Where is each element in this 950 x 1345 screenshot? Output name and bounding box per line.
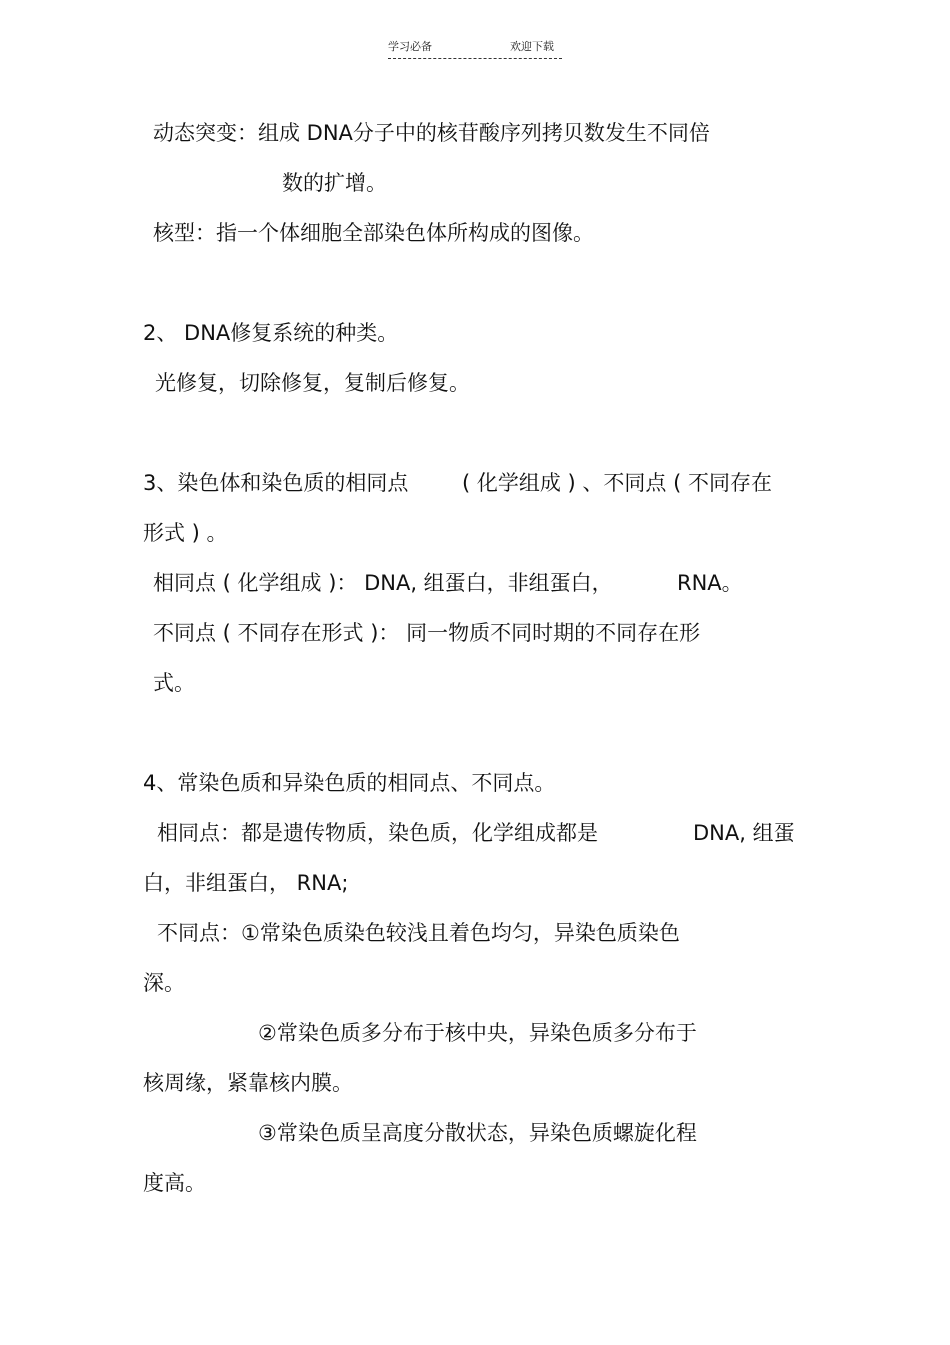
question-3-difference-cont: 式。	[153, 671, 195, 695]
question-4-difference-1-cont: 深。	[143, 971, 185, 995]
question-4-similarity: 相同点：都是遗传物质，染色质，化学组成都是	[157, 821, 598, 845]
question-4-difference-1: 不同点：①常染色质染色较浅且着色均匀，异染色质染色	[157, 921, 680, 945]
header-left-text: 学习必备	[388, 40, 432, 53]
question-3-similarity: 相同点 ( 化学组成 )： DNA, 组蛋白，非组蛋白，	[153, 571, 613, 595]
question-3-heading-cont: 形式 ) 。	[143, 521, 228, 545]
question-4-difference-3: ③常染色质呈高度分散状态，异染色质螺旋化程	[258, 1121, 697, 1145]
question-3-similarity-rna: RNA。	[677, 571, 743, 595]
question-4-similarity-cont: 白，非组蛋白， RNA;	[143, 871, 349, 895]
question-4-heading: 4、常染色质和异染色质的相同点、不同点。	[143, 771, 556, 795]
question-2-answer: 光修复，切除修复，复制后修复。	[155, 371, 470, 395]
question-4-difference-2-cont: 核周缘，紧靠核内膜。	[143, 1071, 353, 1095]
question-2-heading: 2、 DNA修复系统的种类。	[143, 321, 399, 345]
header-right-text: 欢迎下载	[510, 40, 554, 53]
question-3-heading-part1: 3、染色体和染色质的相同点	[143, 471, 409, 495]
definition-dynamic-mutation: 动态突变：组成 DNA分子中的核苷酸序列拷贝数发生不同倍	[153, 121, 710, 145]
question-3-difference: 不同点 ( 不同存在形式 )： 同一物质不同时期的不同存在形	[153, 621, 701, 645]
definition-dynamic-mutation-cont: 数的扩增。	[282, 171, 387, 195]
question-4-difference-3-cont: 度高。	[143, 1171, 206, 1195]
page-header	[388, 40, 562, 59]
definition-karyotype: 核型：指一个体细胞全部染色体所构成的图像。	[153, 221, 594, 245]
question-4-similarity-dna: DNA, 组蛋	[693, 821, 795, 845]
question-4-difference-2: ②常染色质多分布于核中央，异染色质多分布于	[258, 1021, 697, 1045]
question-3-heading-part2: ( 化学组成 ) 、不同点 ( 不同存在	[462, 471, 772, 495]
